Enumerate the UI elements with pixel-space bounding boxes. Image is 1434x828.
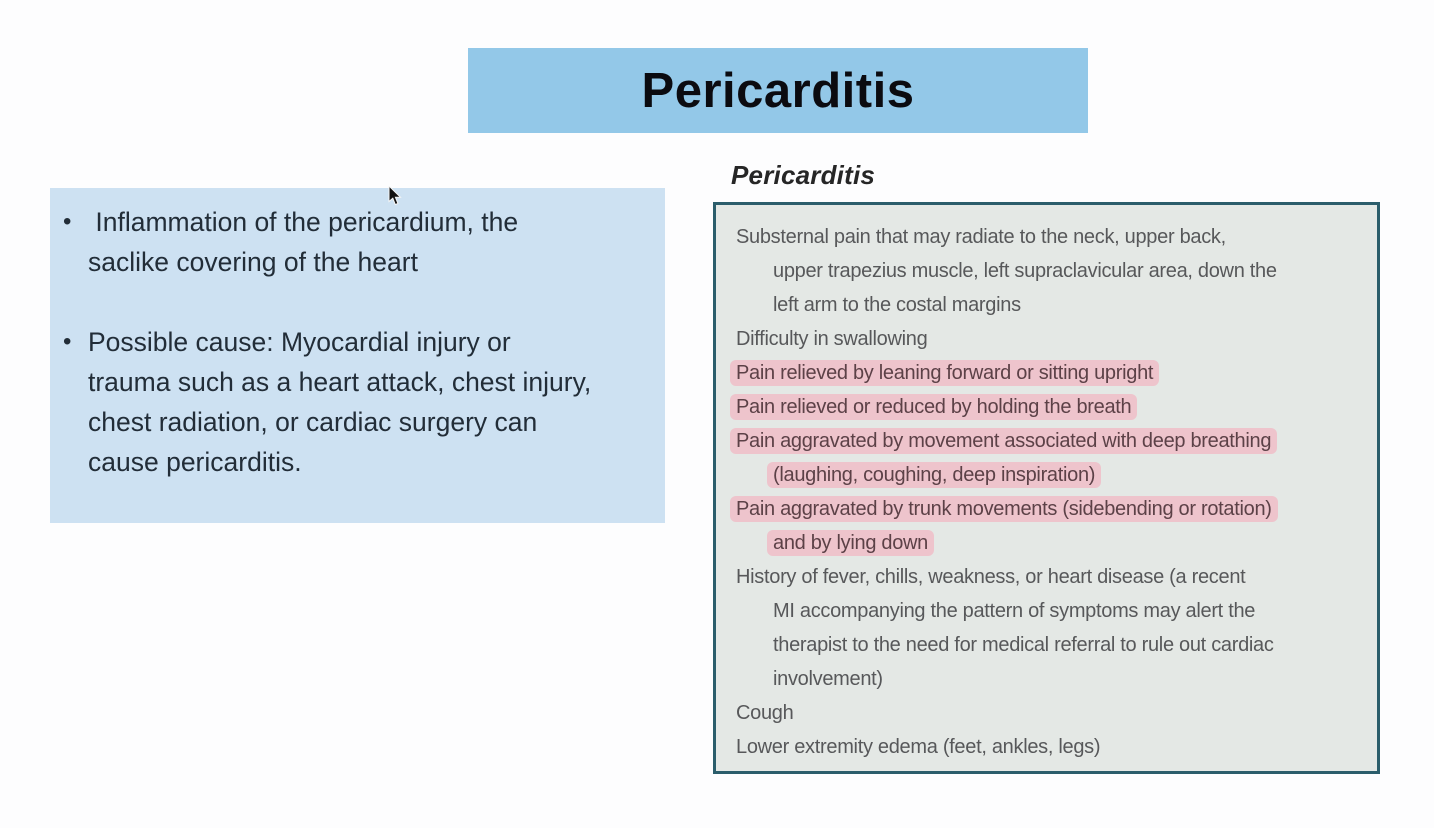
- symptom-line: [736, 492, 1367, 526]
- bullet-text: [88, 202, 645, 282]
- bullet-marker: •: [63, 208, 72, 235]
- bullet-line: Possible cause: Myocardial injury or: [88, 327, 511, 357]
- symptom-line: Lower extremity edema (feet, ankles, legs): [736, 736, 1101, 758]
- symptom-line: [736, 526, 1367, 560]
- symptom-line: therapist to the need for medical referral to rule out cardiac: [773, 634, 1274, 656]
- slide-title-banner: [468, 48, 1088, 133]
- definition-panel: [50, 188, 665, 523]
- highlighted-text: and by lying down: [767, 530, 934, 556]
- highlighted-text: Pain relieved by leaning forward or sitting upright: [730, 360, 1159, 386]
- bullet-line: cause pericarditis.: [88, 447, 302, 477]
- symptom-line: [736, 458, 1367, 492]
- bullet-marker: •: [63, 328, 72, 355]
- symptom-line: Cough: [736, 702, 794, 724]
- symptoms-table: [713, 202, 1380, 774]
- bullet-line: chest radiation, or cardiac surgery can: [88, 407, 538, 437]
- symptoms-heading: Pericarditis: [731, 160, 876, 190]
- bullet-line: trauma such as a heart attack, chest injury,: [88, 367, 592, 397]
- bullet-line: saclike covering of the heart: [88, 247, 418, 277]
- highlighted-text: Pain relieved or reduced by holding the breath: [730, 394, 1137, 420]
- definition-bullet: [63, 202, 645, 282]
- bullet-line: Inflammation of the pericardium, the: [88, 207, 519, 237]
- symptom-line: Difficulty in swallowing: [736, 328, 928, 350]
- bullet-text: [88, 322, 645, 482]
- symptom-line: [736, 424, 1367, 458]
- definition-bullet-list: [63, 202, 645, 482]
- symptom-line: [736, 390, 1367, 424]
- symptom-line: left arm to the costal margins: [773, 294, 1021, 316]
- symptom-line: History of fever, chills, weakness, or heart disease (a recent: [736, 566, 1246, 588]
- highlighted-text: Pain aggravated by trunk movements (sidebending or rotation): [730, 496, 1278, 522]
- slide-title: Pericarditis: [641, 63, 915, 118]
- symptom-line: involvement): [773, 668, 883, 690]
- symptom-line: [736, 356, 1367, 390]
- symptoms-line-list: [736, 220, 1367, 764]
- highlighted-text: Pain aggravated by movement associated with deep breathing: [730, 428, 1277, 454]
- symptom-line: MI accompanying the pattern of symptoms may alert the: [773, 600, 1256, 622]
- symptom-line: Substernal pain that may radiate to the neck, upper back,: [736, 226, 1226, 248]
- symptom-line: upper trapezius muscle, left supraclavicular area, down the: [773, 260, 1277, 282]
- definition-bullet: [63, 322, 645, 482]
- highlighted-text: (laughing, coughing, deep inspiration): [767, 462, 1101, 488]
